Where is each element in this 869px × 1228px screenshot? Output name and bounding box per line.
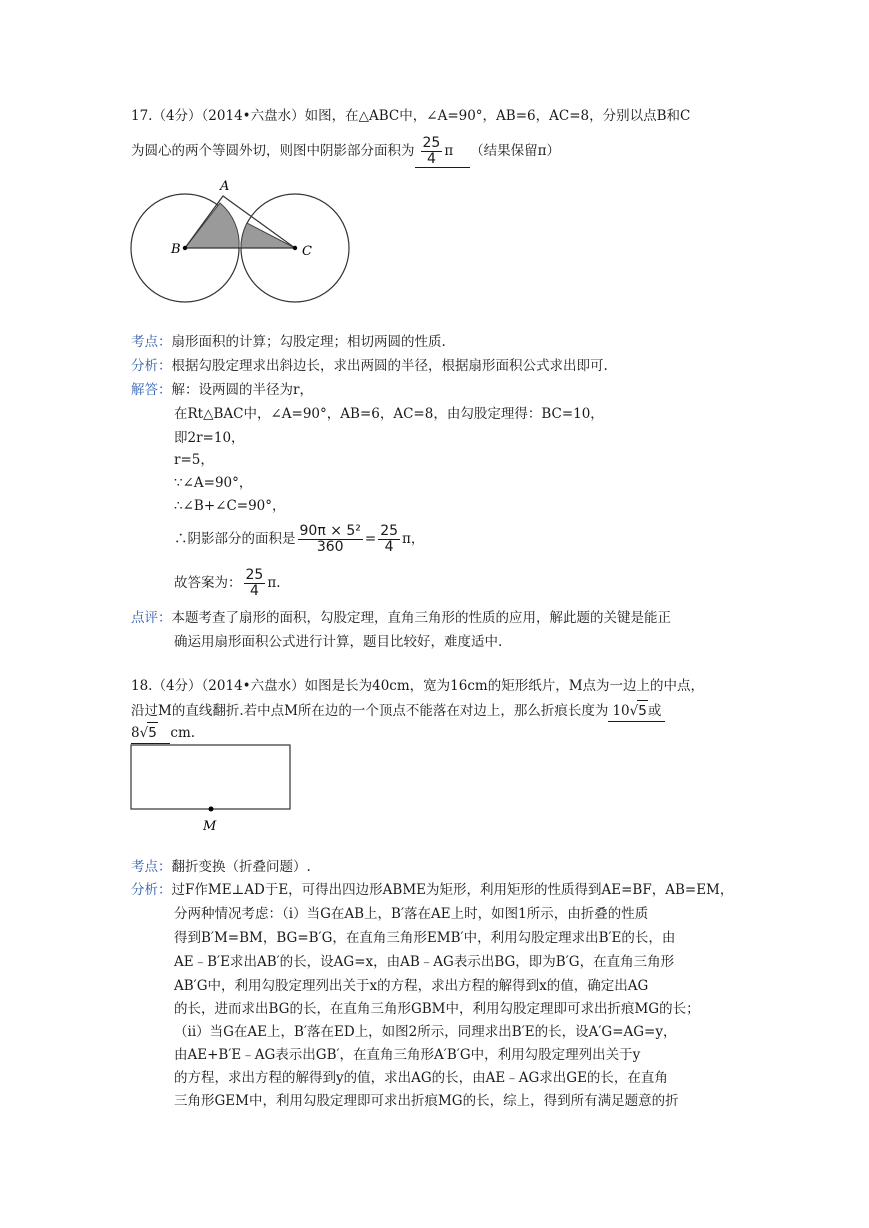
point-m <box>209 807 214 812</box>
fenxi-label: 分析： <box>131 358 172 374</box>
point-c <box>293 246 297 250</box>
fenxi-label: 分析： <box>131 882 172 898</box>
label-a: A <box>220 179 230 194</box>
area-result-denominator: 4 <box>384 539 394 555</box>
q17-answer-blank <box>415 136 471 168</box>
area-denominator: 360 <box>316 539 344 555</box>
q17-answer-pi: π <box>444 143 454 159</box>
kaodian-text: 扇形面积的计算；勾股定理；相切两圆的性质. <box>171 334 446 350</box>
q18-fenxi <box>131 880 733 900</box>
q17-dianping-cont: 确运用扇形面积公式进行计算，题目比较好，难度适中. <box>174 634 503 650</box>
q17-step: ∴∠B+∠C=90°， <box>174 498 286 514</box>
shaded-sector-c <box>241 223 295 248</box>
area-text: ∴阴影部分的面积是 <box>174 531 296 547</box>
point-b <box>183 246 187 250</box>
q18-fenxi-line: 三角形GEM中，利用勾股定理即可求出折痕MG的长，综上，得到所有满足题意的折 <box>174 1093 679 1109</box>
q17-statement-text: 为圆心的两个等圆外切，则图中阴影部分面积为 <box>131 143 415 159</box>
q17-figure <box>125 175 360 305</box>
q18-answer-b: 8 <box>131 725 140 741</box>
q17-area-line <box>174 522 424 556</box>
q18-fenxi-line: 分两种情况考虑：（i）当G在AB上，B′落在AE上时，如图1所示，由折叠的性质 <box>174 906 649 922</box>
q17-fenxi <box>131 356 608 376</box>
label-m: M <box>203 819 217 834</box>
dianping-text: 本题考查了扇形的面积，勾股定理，直角三角形的性质的应用，解此题的关键是能正 <box>171 610 671 626</box>
q18-statement-line1: 18.（4分）（2014•六盘水）如图是长为40cm，宽为16cm的矩形纸片，M点为一边上的中点， <box>131 678 705 694</box>
final-suffix: π. <box>267 575 281 591</box>
q18-fenxi-line: AE﹣B′E求出AB′的长，设AG=x，由AB﹣AG表示出BG，即为B′G，在直角三角形 <box>174 954 675 970</box>
q17-final-answer <box>174 566 281 600</box>
sqrt-icon: √ <box>629 703 639 719</box>
sqrt-icon: √ <box>139 725 149 741</box>
q18-figure <box>125 740 300 835</box>
kaodian-label: 考点： <box>131 334 172 350</box>
q17-kaodian <box>131 332 446 352</box>
kaodian-text: 翻折变换（折叠问题）. <box>171 859 311 875</box>
q17-statement-line2 <box>131 136 560 168</box>
q17-answer-fraction <box>421 136 443 167</box>
fenxi-text: 根据勾股定理求出斜边长，求出两圆的半径，根据扇形面积公式求出即可. <box>171 358 608 374</box>
jieda-text: 解：设两圆的半径为r， <box>171 382 313 398</box>
q18-answer-a: 10 <box>612 703 630 719</box>
q18-answer-a-radicand: 5 <box>637 700 648 721</box>
q18-kaodian <box>131 857 311 877</box>
q18-statement-suffix: cm. <box>170 725 196 741</box>
fenxi-text: 过F作ME⊥AD于E，可得出四边形ABME为矩形，利用矩形的性质得到AE=BF，AB=EM， <box>171 882 734 898</box>
kaodian-label: 考点： <box>131 859 172 875</box>
label-c: C <box>302 244 312 259</box>
area-equals: = <box>364 531 377 547</box>
area-fraction <box>298 524 363 555</box>
q18-fenxi-line: 得到B′M=BM，BG=B′G，在直角三角形EMB′中，利用勾股定理求出B′E的长，由 <box>174 930 676 946</box>
area-result-numerator: 25 <box>380 523 399 539</box>
final-denominator: 4 <box>249 583 259 599</box>
q17-step: r=5， <box>174 452 214 468</box>
final-numerator: 25 <box>245 567 264 583</box>
q17-dianping <box>131 608 671 628</box>
q18-statement-text: 沿过M的直线翻折.若中点M所在边的一个顶点不能落在对边上，那么折痕长度为 <box>131 703 609 719</box>
q17-statement-line1: 17.（4分）（2014•六盘水）如图，在△ABC中，∠A=90°，AB=6，AC=8，分别以点B和C <box>131 108 691 124</box>
dianping-label: 点评： <box>131 610 172 626</box>
q18-answer-b-radicand: 5 <box>147 722 158 743</box>
area-suffix: π， <box>402 531 425 547</box>
label-b: B <box>171 242 181 257</box>
q18-statement-line2 <box>131 700 665 722</box>
final-text: 故答案为： <box>174 575 242 591</box>
q18-answer-or: 或 <box>647 703 662 719</box>
paper-rectangle <box>131 745 290 809</box>
q18-answer-blank <box>608 700 665 722</box>
q17-step: ∵∠A=90°， <box>174 475 253 491</box>
q17-answer-numerator: 25 <box>422 135 441 151</box>
q17-jieda <box>131 380 313 400</box>
q17-statement-suffix: （结果保留π） <box>470 143 560 159</box>
q17-step: 即2r=10， <box>174 430 245 446</box>
q17-step: 在Rt△BAC中，∠A=90°，AB=6，AC=8，由勾股定理得：BC=10， <box>174 406 604 422</box>
q18-fenxi-line: 的方程，求出方程的解得到y的值，求出AG的长，由AE﹣AG求出GE的长，在直角 <box>174 1070 668 1086</box>
area-result-fraction <box>378 524 400 555</box>
q18-fenxi-line: 的长，进而求出BG的长，在直角三角形GBM中，利用勾股定理即可求出折痕MG的长； <box>174 1001 700 1017</box>
q18-fenxi-line: AB′G中，利用勾股定理列出关于x的方程，求出方程的解得到x的值，确定出AG <box>174 978 649 994</box>
shaded-sector-b <box>185 203 239 248</box>
q17-answer-denominator: 4 <box>426 151 436 167</box>
jieda-label: 解答： <box>131 382 172 398</box>
area-numerator: 90π × 5² <box>299 523 361 539</box>
final-fraction <box>244 568 266 599</box>
q18-fenxi-line: （ii）当G在AE上，B′落在ED上，如图2所示，同理求出B′E的长，设A′G=AG=y， <box>174 1024 677 1040</box>
q18-fenxi-line: 由AE+B′E﹣AG表示出GB′，在直角三角形A′B′G中，利用勾股定理列出关于y <box>174 1047 641 1063</box>
